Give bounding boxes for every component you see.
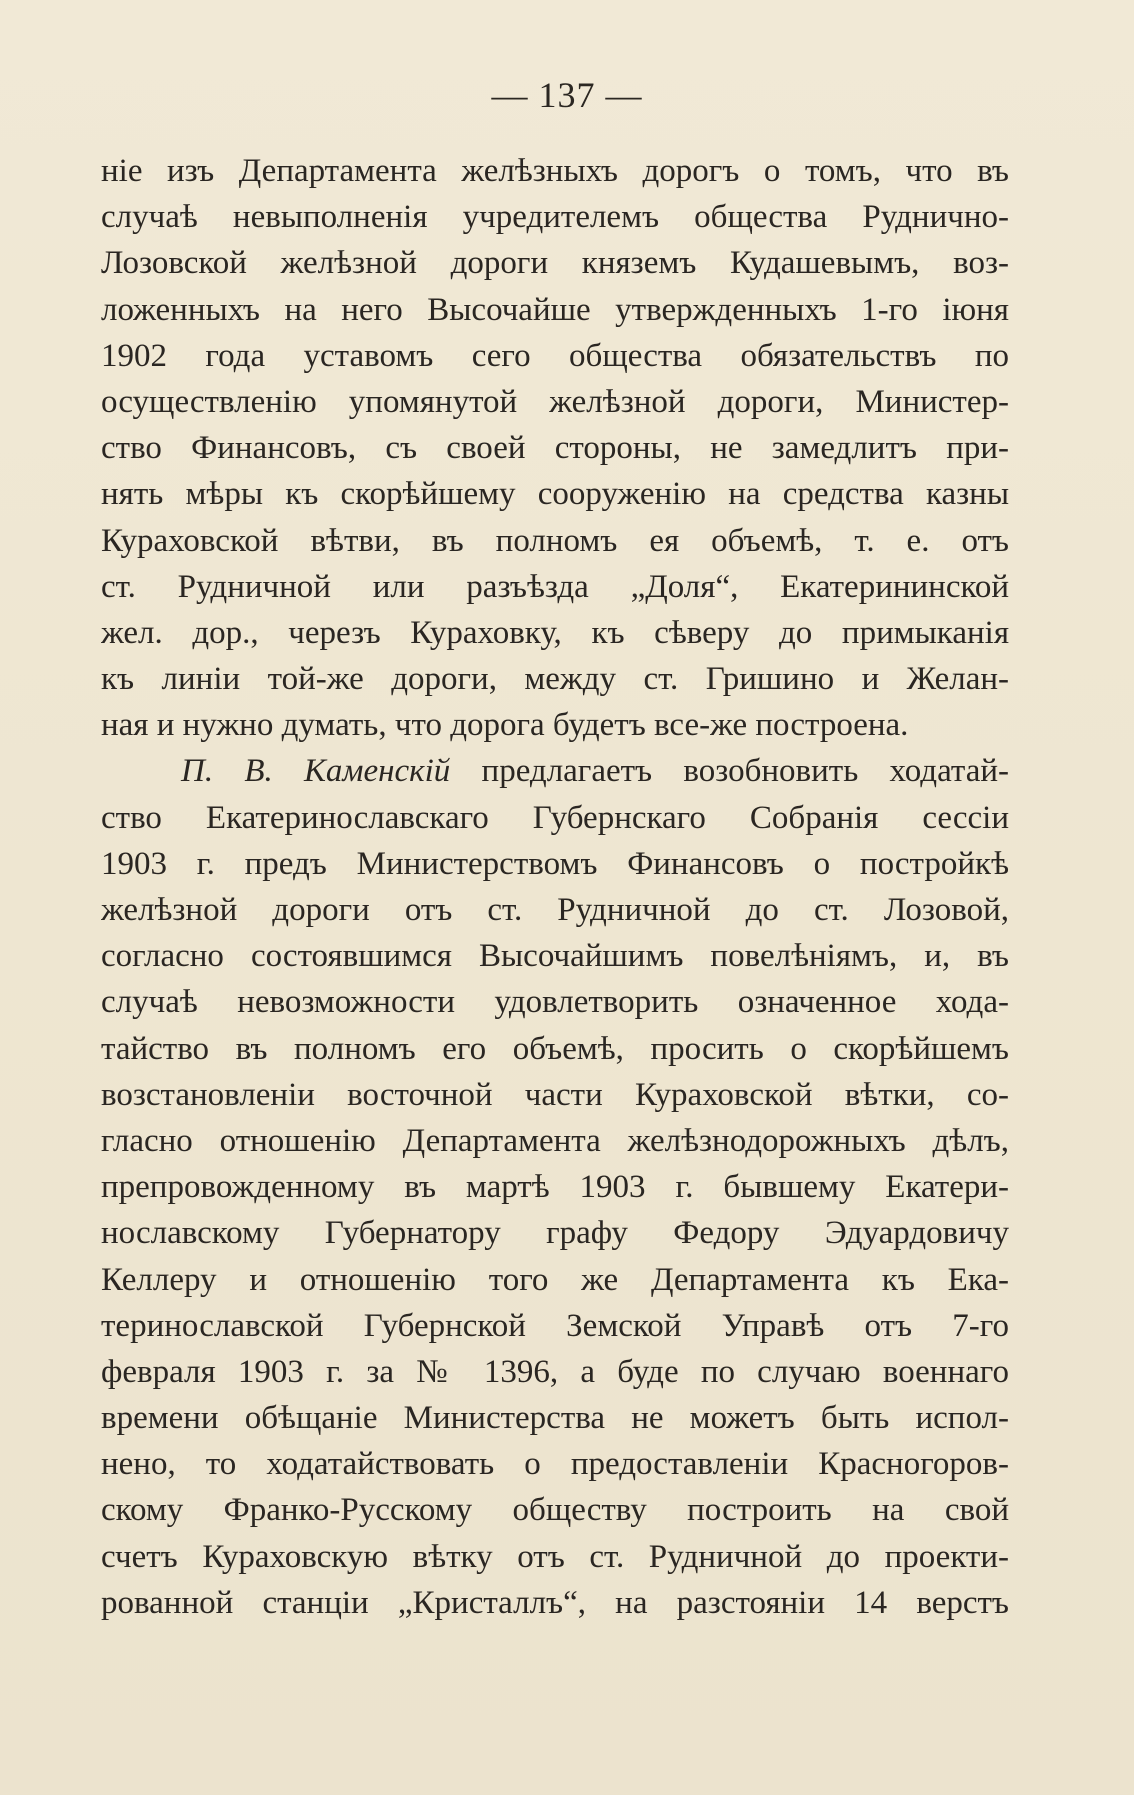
text-line: нять мѣры къ скорѣйшему сооруженію на средства казны [101,476,1009,513]
paragraph-first-line [101,748,1009,794]
text-line: къ линіи той-же дороги, между ст. Гришино и Желан- [101,661,1009,698]
text-line: желѣзной дороги отъ ст. Рудничной до ст. Лозовой, [101,892,1009,928]
text-line: возстановленіи восточной части Кураховской вѣтки, со- [101,1076,1009,1113]
body-text [101,148,1009,1626]
text-line: тайство въ полномъ его объемѣ, просить о скорѣйшемъ [101,1030,1009,1067]
text-line: согласно состоявшимся Высочайшимъ повелѣніямъ, и, въ [101,938,1009,975]
page-number: — 137 — [491,75,643,115]
text-line: рованной станціи „Кристаллъ“, на разстояніи 14 верстъ [101,1584,1009,1621]
text-line: нославскому Губернатору графу Федору Эдуардовичу [101,1215,1009,1252]
text-line: осуществленію упомянутой желѣзной дороги, Министер- [101,383,1009,420]
text-line: Лозовской желѣзной дороги княземъ Кудашевымъ, воз- [101,245,1009,282]
text-line: 1902 года уставомъ сего общества обязательствъ по [101,337,1009,374]
text-line: случаѣ невыполненія учредителемъ общества Руднично- [101,199,1009,236]
text-line: времени обѣщаніе Министерства не можетъ быть испол- [101,1400,1009,1437]
text-line: ство Финансовъ, съ своей стороны, не замедлитъ при- [101,430,1009,467]
text-line: препровожденному въ мартѣ 1903 г. бывшему Екатери- [101,1169,1009,1206]
text-line: гласно отношенію Департамента желѣзнодорожныхъ дѣлъ, [101,1122,1009,1159]
paragraph-end-line: ная и нужно думать, что дорога будетъ все-же построена. [101,707,909,744]
text-line: Кураховской вѣтви, въ полномъ ея объемѣ, т. е. отъ [101,522,1009,559]
text-line: ніе изъ Департамента желѣзныхъ дорогъ о томъ, что въ [101,153,1009,189]
text-line: жел. дор., черезъ Кураховку, къ сѣверу до примыканія [101,614,1009,651]
text-line: ложенныхъ на него Высочайше утвержденныхъ 1-го іюня [101,291,1009,328]
text-line: 1903 г. предъ Министерствомъ Финансовъ о постройкѣ [101,845,1009,882]
author-name: П. В. Каменскій [181,753,451,790]
text-line: теринославской Губернской Земской Управѣ отъ 7-го [101,1307,1009,1344]
text-line: ст. Рудничной или разъѣзда „Доля“, Екатерининской [101,568,1009,605]
text-line: счетъ Кураховскую вѣтку отъ ст. Рудничной до проекти- [101,1538,1009,1575]
text-line: ство Екатеринославскаго Губернскаго Собранія сессіи [101,799,1009,836]
text-line: февраля 1903 г. за № 1396, а буде по случаю военнаго [101,1353,1009,1390]
text-line: нено, то ходатайствовать о предоставленіи Красногоров- [101,1446,1009,1483]
text-line: Келлеру и отношенію того же Департамента къ Ека- [101,1261,1009,1298]
text-line: скому Франко-Русскому обществу построить на свой [101,1492,1009,1529]
paragraph-first-line-text: предлагаетъ возобновить ходатай- [481,753,1009,790]
text-line: случаѣ невозможности удовлетворить означенное хода- [101,984,1009,1021]
